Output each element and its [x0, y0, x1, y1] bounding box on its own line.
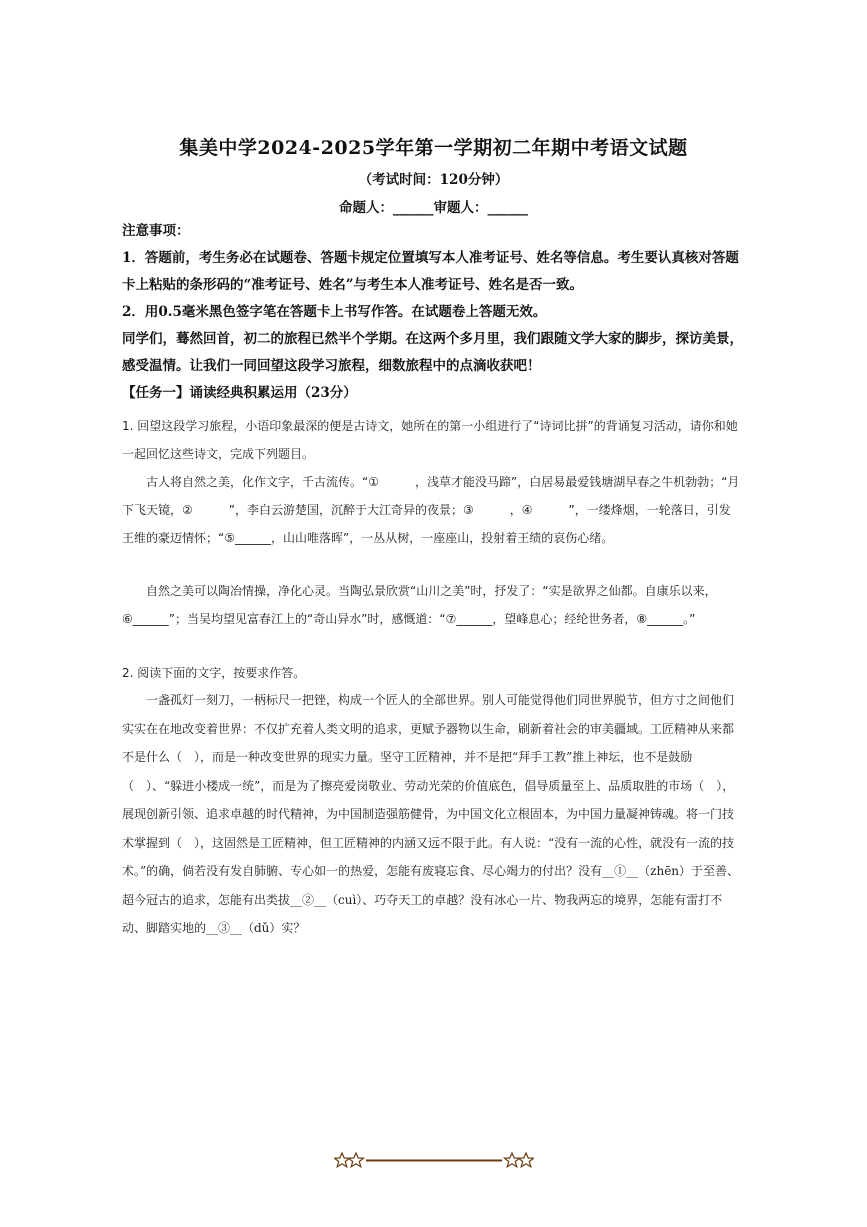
q2-prompt: 2. 阅读下面的文字，按要求作答。	[122, 666, 306, 680]
q1-paragraph-1: 古人将自然之美，化作文字，千古流传。“① ，浅草才能没马蹄”，白居易最爱钱塘湖早春之牛机勃勃；“月下飞天镜，② ”，李白云游楚国，沉醉于大江奇异的夜景；③ ，④ ”，一缕烽烟，一轮落日，引发王维的豪迈情怀；“⑤______，山山唯落晖”，一丛从树，一座座山，投射着王绩的哀伤心绪。	[122, 475, 740, 545]
intro-paragraph: 同学们，蓦然回首，初二的旅程已然半个学期。在这两个多月里，我们跟随文学大家的脚步，探访美景，感受温情。让我们一同回望这段学习旅程，细数旅程中的点滴收获吧！	[122, 331, 743, 374]
q1-prompt: 1. 回望这段学习旅程，小语印象最深的便是古诗文，她所在的第一小组进行了“诗词比拼”的背诵复习活动，请你和她一起回忆这些诗文，完成下列题目。	[122, 419, 738, 461]
notice-heading: 注意事项：	[122, 223, 190, 239]
task1-heading: 【任务一】诵读经典积累运用（23分）	[122, 385, 357, 401]
notice-item-1: 1．答题前，考生务必在试题卷、答题卡规定位置填写本人准考证号、姓名等信息。考生要认真核对答题卡上粘贴的条形码的“准考证号、姓名”与考生本人准考证号、姓名是否一致。	[122, 250, 739, 293]
notice-item-2: 2．用0.5毫米黑色签字笔在答题卡上书写作答。在试题卷上答题无效。	[122, 304, 547, 320]
exam-authors: 命题人：______审题人：______	[339, 200, 528, 216]
exam-time: （考试时间：120分钟）	[358, 172, 509, 188]
footer-star-divider	[0, 1152, 867, 1172]
exam-title: 集美中学2024-2025学年第一学期初二年期中考语文试题	[179, 137, 688, 159]
q1-paragraph-2: 自然之美可以陶冶情操，净化心灵。当陶弘景欣赏“山川之美”时，抒发了：“实是欲界之仙都。自康乐以来，⑥______”；当吴均望见富春江上的“奇山异水”时，感慨道：“⑦______，望峰息心；经纶世务者，⑧______。”	[122, 584, 717, 626]
star-divider-icon	[334, 1152, 534, 1168]
q2-passage: 一盏孤灯一刻刀，一柄标尺一把锉，构成一个匠人的全部世界。别人可能觉得他们同世界脱节，但方寸之间他们实实在在地改变着世界：不仅扩充着人类文明的追求，更赋予器物以生命，刷新着社会的审美疆域。工匠精神从来都不是什么（ ），而是一种改变世界的现实力量。坚守工匠精神，并不是把“拜手工教”推上神坛，也不是鼓励（ ）、“躲进小楼成一统”，而是为了擦亮爱岗敬业、劳动光荣的价值底色，倡导质量至上、品质取胜的市场（ ），展现创新引领、追求卓越的时代精神，为中国制造强筋健骨，为中国文化立根固本，为中国力量凝神铸魂。将一门技术掌握到（ ），这固然是工匠精神，但工匠精神的内涵又远不限于此。有人说：“没有一流的心性，就没有一流的技术。”的确，倘若没有发自肺腑、专心如一的热爱，怎能有废寝忘食、尽心竭力的付出？没有__①__（zhēn）于至善、超今冠古的追求，怎能有出类拔__②__（cuì）、巧夺天工的卓越？没有冰心一片、物我两忘的境界，怎能有雷打不动、脚踏实地的__③__（dǔ）实？	[122, 693, 740, 935]
